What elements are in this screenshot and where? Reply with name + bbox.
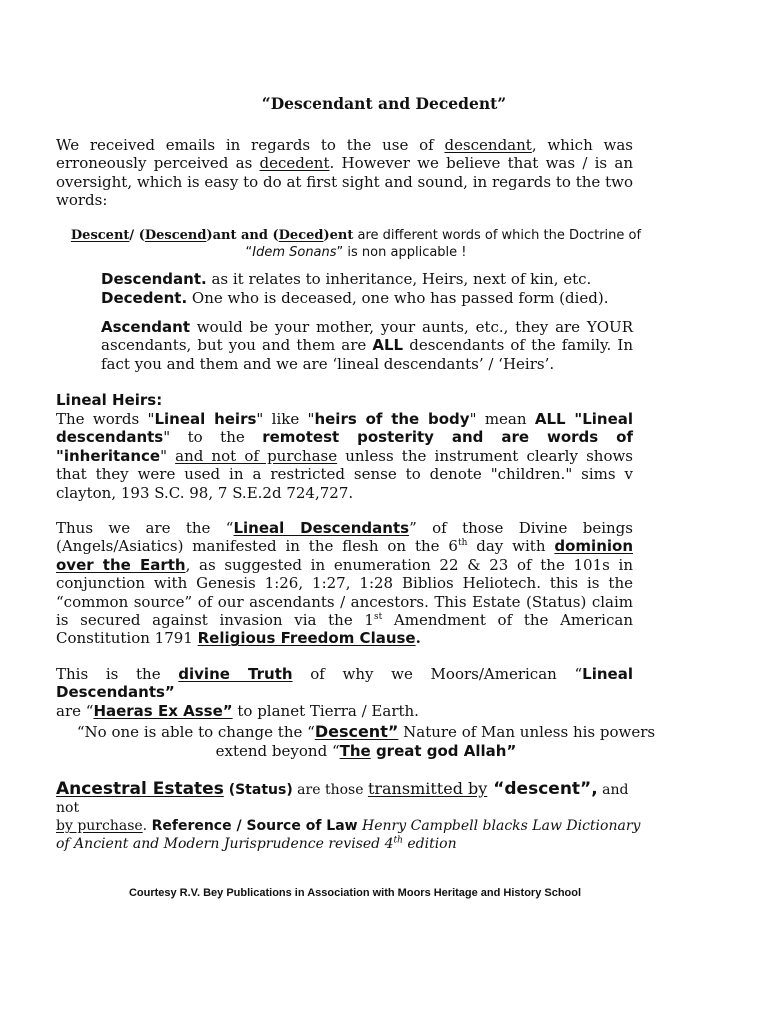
estates-source: Henry Campbell blacks Law Dictionary of Ancient and Modern Jurisprudence revised 4 bbox=[56, 818, 641, 852]
thus-text-3: day with bbox=[467, 537, 555, 556]
note-descent: Descent bbox=[70, 228, 130, 243]
note-idem-sonans: Idem Sonans bbox=[252, 245, 337, 260]
divine-text-1: This is the bbox=[56, 665, 179, 683]
lineal-text-2: " like " bbox=[256, 410, 315, 428]
lineal-heirs-heading bbox=[56, 391, 633, 409]
lineal-text-4: " to the bbox=[163, 428, 263, 447]
estates-text-1: are those bbox=[292, 782, 368, 798]
intro-descendant: descendant bbox=[444, 136, 532, 154]
thus-paragraph bbox=[56, 519, 633, 648]
ascendant-text-1: would be your mother, your aunts, etc., they are YOUR ascendants, but you and them are bbox=[101, 318, 633, 355]
thus-text-6: . bbox=[415, 629, 421, 648]
thus-lineal-descendants: Lineal Descendants bbox=[233, 519, 410, 537]
definition-ascendant bbox=[101, 318, 633, 373]
ascendant-text-2: descendants of the family. In fact you and them and we are ‘lineal descendants’ / ‘Heirs’. bbox=[101, 336, 633, 373]
estates-purchase: by purchase bbox=[56, 818, 143, 834]
estates-transmitted: transmitted by bbox=[367, 779, 488, 798]
divine-truth: divine Truth bbox=[178, 665, 293, 683]
intro-paragraph bbox=[56, 136, 633, 210]
note-deced: Deced bbox=[278, 228, 324, 243]
page-title: “Descendant and Decedent” bbox=[261, 94, 507, 113]
note-ant-and: )ant and ( bbox=[206, 228, 279, 243]
intro-text-3: . However we believe that was / is an oversight, which is easy to do at first sight and sound, in regards to the two words: bbox=[56, 154, 633, 210]
thus-dominion: dominion over the Earth bbox=[56, 537, 633, 574]
thus-text-1: Thus we are the “ bbox=[56, 519, 234, 537]
lineal-bold-4: remotest posterity and are words of "inheritance bbox=[56, 428, 633, 465]
quote-descent: Descent” bbox=[314, 722, 399, 741]
estates-term: Ancestral Estates bbox=[56, 779, 224, 799]
divine-text-4: to planet Tierra / Earth. bbox=[232, 701, 419, 720]
thus-sup-st: st bbox=[373, 612, 383, 623]
lineal-text-3: " mean bbox=[469, 410, 535, 428]
quote-text-3: extend beyond “ bbox=[215, 742, 340, 760]
quote-god: great god Allah” bbox=[370, 742, 517, 760]
thus-religious-freedom: Religious Freedom Clause bbox=[197, 629, 416, 648]
divine-paragraph bbox=[56, 665, 633, 720]
divine-text-3: are “ bbox=[56, 701, 94, 720]
divine-lineal: Lineal Descendants” bbox=[56, 665, 633, 702]
estates-status: (Status) bbox=[223, 782, 293, 798]
note-sep: / ( bbox=[129, 228, 145, 243]
lineal-heirs-paragraph bbox=[56, 410, 633, 502]
estates-text-2: and not bbox=[56, 782, 629, 816]
note-text-1: are different words of which the Doctrine of bbox=[353, 228, 642, 243]
estates-sup-th: th bbox=[393, 835, 403, 846]
note-quote-open: “ bbox=[245, 245, 253, 260]
ascendant-term: Ascendant bbox=[101, 318, 190, 336]
quote-the: The bbox=[339, 742, 371, 760]
estates-text-3: . bbox=[142, 818, 152, 834]
intro-decedent: decedent bbox=[259, 154, 330, 173]
estates-descent: “descent”, bbox=[487, 779, 598, 799]
descendant-text: as it relates to inheritance, Heirs, next of kin, etc. bbox=[206, 270, 592, 288]
footer-credit: Courtesy R.V. Bey Publications in Association with Moors Heritage and History School bbox=[128, 887, 582, 899]
lineal-bold-1: Lineal heirs bbox=[154, 410, 257, 428]
lineal-text-5: " bbox=[160, 446, 176, 465]
thus-text-2: ” of those Divine beings (Angels/Asiatics) manifested in the flesh on the 6 bbox=[56, 519, 633, 556]
estates-reference: Reference / Source of Law bbox=[151, 818, 358, 834]
definition-decedent bbox=[101, 289, 633, 307]
doctrine-note bbox=[66, 227, 646, 261]
decedent-term: Decedent. bbox=[101, 289, 188, 307]
lineal-text-1: The words " bbox=[56, 410, 155, 428]
lineal-underline: and not of purchase bbox=[175, 446, 338, 465]
estates-edition: edition bbox=[402, 836, 457, 852]
descendant-term: Descendant. bbox=[101, 270, 207, 288]
lineal-text-6: unless the instrument clearly shows that they were used in a restricted sense to denote "children." sims v clayton, 193 S.C. 98, 7 S.E.2d 724,727. bbox=[56, 446, 634, 502]
lineal-bold-2: heirs of the body bbox=[314, 410, 470, 428]
intro-text-1: We received emails in regards to the use of bbox=[56, 136, 445, 154]
intro-text-2: , which was erroneously perceived as bbox=[56, 136, 633, 173]
thus-text-5: Amendment of the American Constitution 1791 bbox=[56, 611, 633, 648]
definition-descendant bbox=[101, 270, 633, 288]
divine-text-2: of why we Moors/American “ bbox=[292, 665, 583, 683]
thus-sup-th: th bbox=[457, 538, 468, 549]
note-text-2: ” is non applicable ! bbox=[336, 245, 467, 260]
lineal-heading-text: Lineal Heirs: bbox=[56, 391, 163, 409]
ancestral-estates-paragraph bbox=[56, 780, 646, 853]
note-descend: Descend bbox=[144, 228, 207, 243]
quote-block bbox=[56, 722, 676, 761]
ascendant-all: ALL bbox=[372, 336, 404, 355]
divine-haeras: Haeras Ex Asse” bbox=[93, 701, 233, 720]
decedent-text: One who is deceased, one who has passed form (died). bbox=[187, 289, 609, 307]
quote-text-1: “No one is able to change the “ bbox=[76, 723, 315, 741]
thus-text-4: , as suggested in enumeration 22 & 23 of the 101s in conjunction with Genesis 1:26, 1:27, 1:28 Biblios Heliotech. this is the “common source” of our ascendants / ancestors. This Estate (Status) claim is secured against invasion via the 1 bbox=[56, 555, 633, 630]
note-ent: )ent bbox=[323, 228, 354, 243]
lineal-bold-3: ALL "Lineal descendants bbox=[56, 410, 634, 447]
quote-text-2: Nature of Man unless his powers bbox=[398, 723, 656, 741]
